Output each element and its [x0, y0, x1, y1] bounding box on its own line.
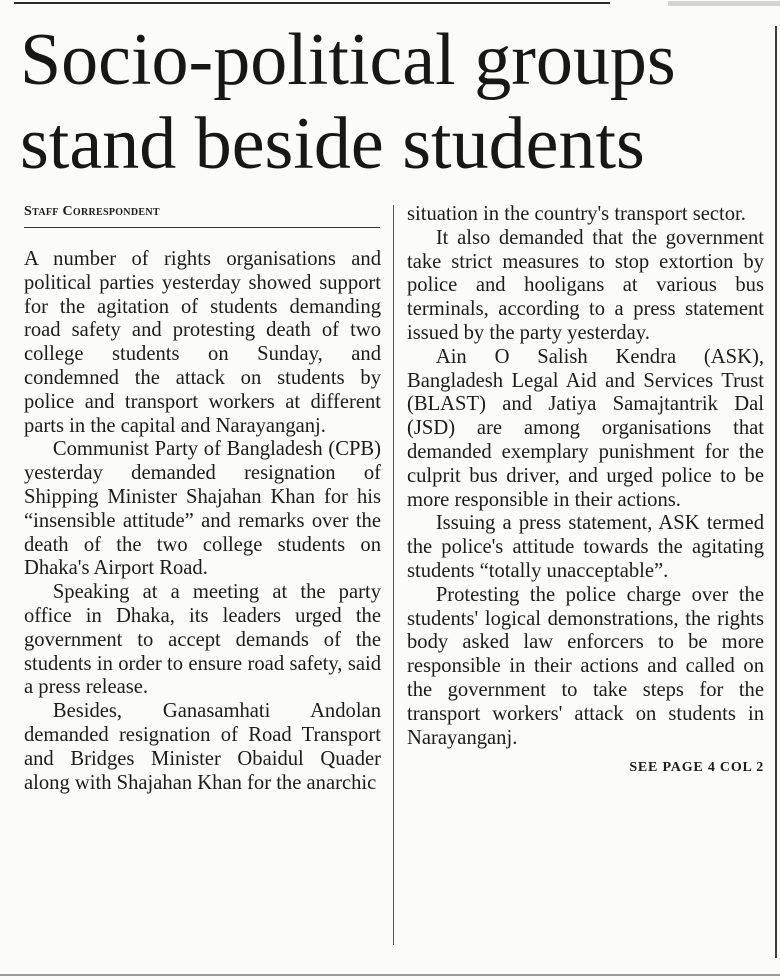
top-rule — [14, 2, 610, 4]
paragraph: Besides, Ganasamhati Andolan demanded resignation of Road Transport and Bridges Minister Obaidul Quader along with Shajahan Khan for the anarchic — [24, 700, 381, 794]
paragraph: A number of rights organisations and political parties yesterday showed support for the agitation of students demanding road safety and protesting death of two college students on Sunday, and condemned the attack on students by police and transport workers at different parts in the capital and Narayanganj. — [24, 248, 381, 437]
bottom-rule — [0, 974, 780, 976]
headline-line-2: stand beside students — [20, 103, 645, 185]
paragraph: It also demanded that the government take strict measures to stop extortion by police and hooligans at various bus terminals, according to a press statement issued by the party yesterday. — [407, 226, 764, 344]
corner-mark — [668, 1, 780, 6]
paragraph: Issuing a press statement, ASK termed the police's attitude towards the agitating students “totally unacceptable”. — [407, 512, 764, 582]
article-column-1 — [24, 248, 381, 795]
column-divider — [393, 205, 394, 945]
byline: Staff Correspondent — [24, 204, 380, 228]
continuation-jump: SEE PAGE 4 COL 2 — [629, 760, 764, 776]
paragraph: Communist Party of Bangladesh (CPB) yesterday demanded resignation of Shipping Minister Shajahan Khan for his “insensible attitude” and remarks over the death of the two college students on Dhaka's Airport Road. — [24, 438, 381, 580]
paragraph: situation in the country's transport sector. — [407, 203, 746, 225]
headline — [20, 18, 765, 186]
right-rule — [775, 26, 777, 958]
paragraph: Speaking at a meeting at the party office in Dhaka, its leaders urged the government to accept demands of the students in order to ensure road safety, said a press release. — [24, 581, 381, 699]
headline-line-1: Socio-political groups — [20, 19, 676, 101]
article-column-2 — [407, 203, 764, 780]
paragraph: Protesting the police charge over the students' logical demonstrations, the rights body asked law enforcers to be more responsible in their actions and called on the government to take steps for the transport workers' attack on students in Narayanganj. — [407, 583, 764, 749]
paragraph: Ain O Salish Kendra (ASK), Bangladesh Legal Aid and Services Trust (BLAST) and Jatiya Samajtantrik Dal (JSD) are among organisations that demanded exemplary punishment for the culprit bus driver, and urged police to be more responsible in their actions. — [407, 345, 764, 511]
